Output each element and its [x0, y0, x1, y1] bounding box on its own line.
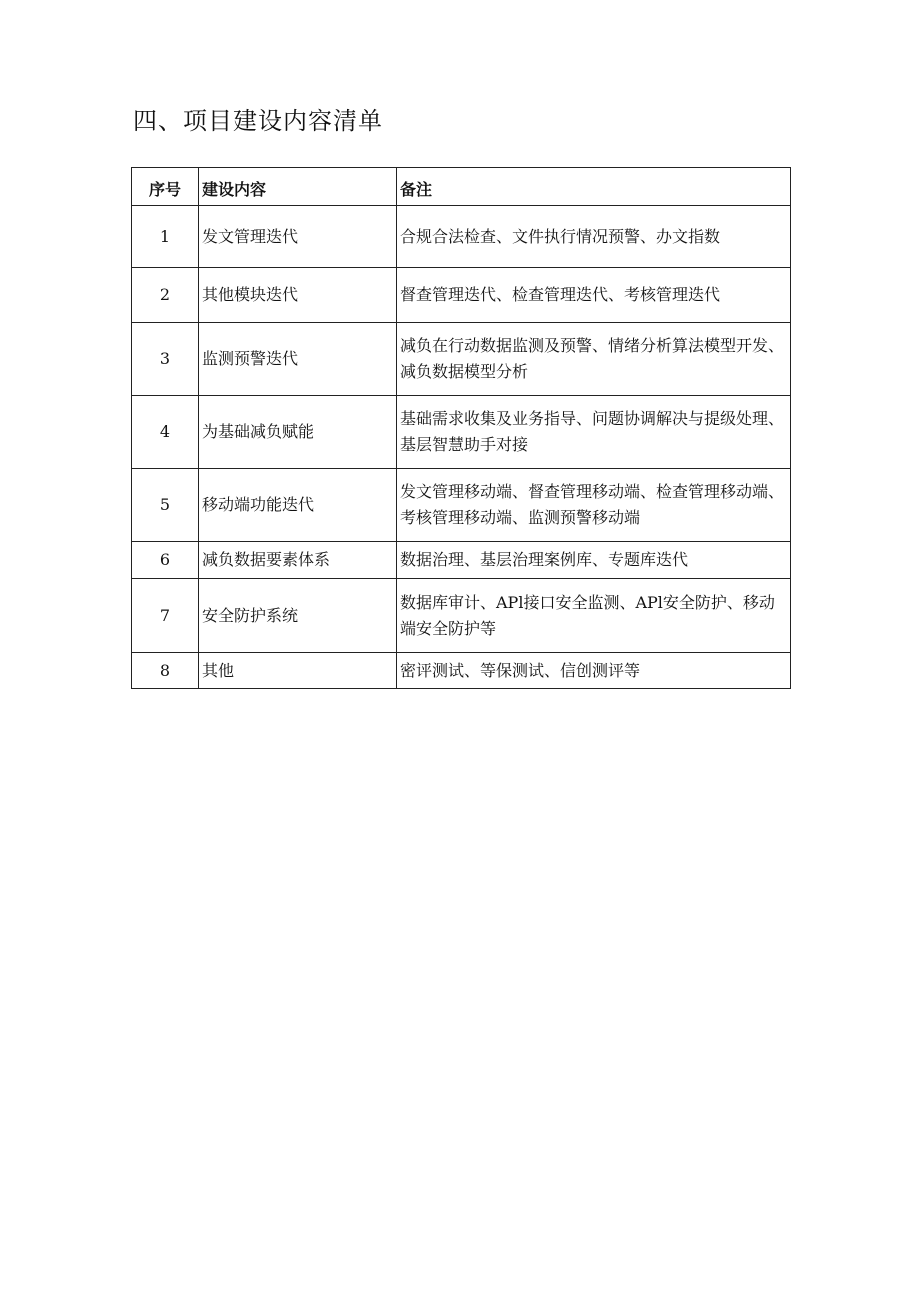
- row-no: 8: [132, 653, 199, 689]
- row-remark: 密评测试、等保测试、信创测评等: [397, 653, 791, 689]
- row-no: 5: [132, 469, 199, 542]
- table-header-row: [132, 168, 791, 206]
- table-row: [132, 579, 791, 653]
- row-content: 减负数据要素体系: [199, 542, 397, 579]
- row-no: 7: [132, 579, 199, 653]
- row-no: 4: [132, 396, 199, 469]
- header-content: 建设内容: [199, 168, 397, 206]
- row-content: 为基础减负赋能: [199, 396, 397, 469]
- table-row: [132, 206, 791, 268]
- table-row: [132, 469, 791, 542]
- row-remark: 减负在行动数据监测及预警、情绪分析算法模型开发、减负数据模型分析: [397, 323, 791, 396]
- row-no: 6: [132, 542, 199, 579]
- row-content: 监测预警迭代: [199, 323, 397, 396]
- row-remark: 数据库审计、APl接口安全监测、APl安全防护、移动端安全防护等: [397, 579, 791, 653]
- row-remark: 发文管理移动端、督查管理移动端、检查管理移动端、考核管理移动端、监测预警移动端: [397, 469, 791, 542]
- row-remark: 合规合法检查、文件执行情况预警、办文指数: [397, 206, 791, 268]
- header-no: 序号: [132, 168, 199, 206]
- section-title: 四、项目建设内容清单: [133, 107, 383, 135]
- row-no: 2: [132, 268, 199, 323]
- row-remark: 基础需求收集及业务指导、问题协调解决与提级处理、基层智慧助手对接: [397, 396, 791, 469]
- construction-content-table: [131, 167, 791, 689]
- table-row: [132, 323, 791, 396]
- row-no: 3: [132, 323, 199, 396]
- row-content: 其他模块迭代: [199, 268, 397, 323]
- header-remark: 备注: [397, 168, 791, 206]
- table-row: [132, 396, 791, 469]
- row-remark: 数据治理、基层治理案例库、专题库迭代: [397, 542, 791, 579]
- row-content: 移动端功能迭代: [199, 469, 397, 542]
- row-no: 1: [132, 206, 199, 268]
- row-content: 安全防护系统: [199, 579, 397, 653]
- row-content: 发文管理迭代: [199, 206, 397, 268]
- row-content: 其他: [199, 653, 397, 689]
- table-row: [132, 542, 791, 579]
- row-remark: 督查管理迭代、检查管理迭代、考核管理迭代: [397, 268, 791, 323]
- table-row: [132, 268, 791, 323]
- table-row: [132, 653, 791, 689]
